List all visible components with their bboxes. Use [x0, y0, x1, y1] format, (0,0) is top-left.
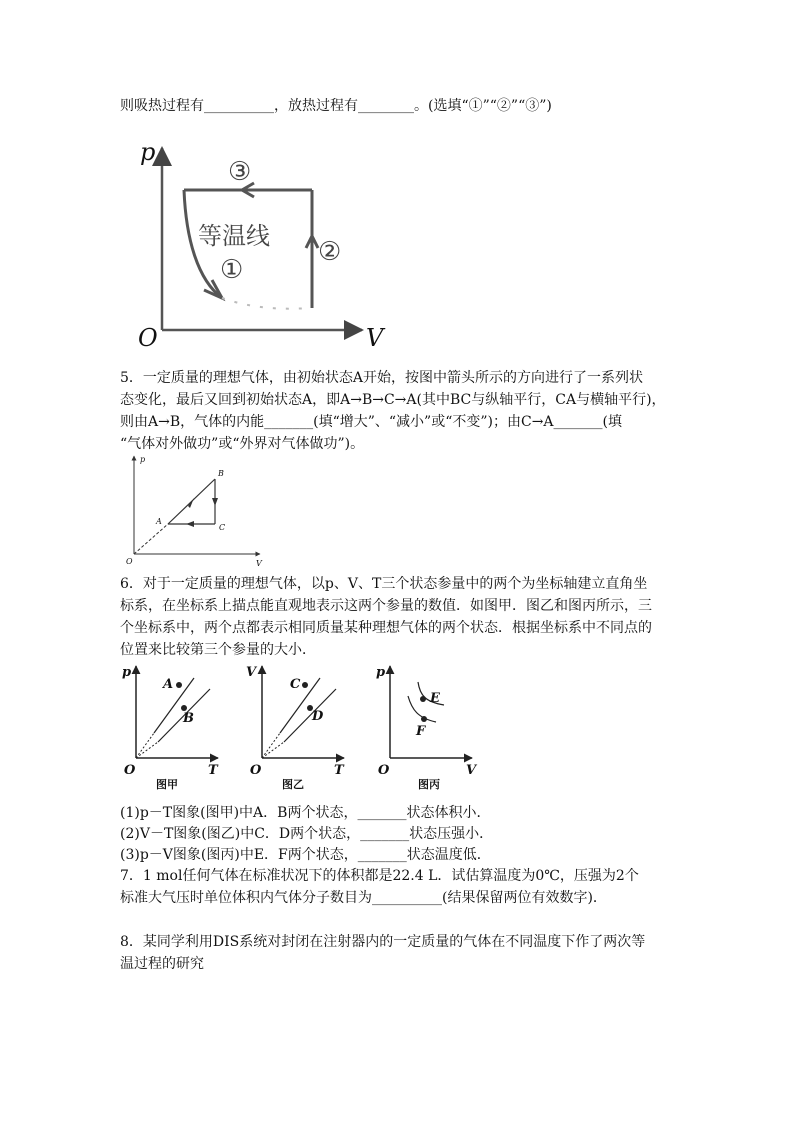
figure-6a-pt — [116, 660, 226, 795]
q6-sub-2: (2)V－T图象(图乙)中C．D两个状态，_______状态压强小． — [120, 826, 494, 842]
fig5-arrow-b-c — [212, 498, 218, 506]
fig5-label-o: O — [126, 557, 133, 566]
figure-6c-pv — [370, 660, 480, 795]
fig5-arrow-c-a — [186, 521, 194, 527]
fig6a-label-o: O — [124, 763, 136, 778]
q6-sub-1: (1)p－T图象(图甲)中A．B两个状态，_______状态体积小． — [120, 805, 491, 821]
fig4-label-o: O — [138, 324, 158, 352]
figure-6b-vt — [242, 660, 352, 795]
fig4-marker-2: ② — [318, 237, 342, 267]
fig6b-point-c — [302, 682, 308, 688]
q6-text-line-1: 6．对于一定质量的理想气体，以p、V、T三个状态参量中的两个为坐标轴建立直角坐 — [120, 576, 648, 592]
fig6a-point-a — [176, 682, 182, 688]
fig5-dashed-extension — [134, 524, 168, 554]
fig6b-label-t: T — [334, 763, 344, 778]
fig6c-point-e — [420, 696, 426, 702]
q5-text-line-3: 则由A→B，气体的内能_______(填“增大”、“减小”或“不变”)；由C→A_______(填 — [120, 414, 623, 430]
fig6c-label-e: E — [430, 691, 440, 706]
fig6c-label-o: O — [378, 763, 390, 778]
fig4-label-v: V — [366, 324, 384, 352]
q6-text-line-4: 位置来比较第三个参量的大小． — [120, 642, 316, 658]
q5-text-line-4: “气体对外做功”或“外界对气体做功”)。 — [120, 436, 365, 452]
fig6b-dashed-2 — [262, 742, 284, 758]
fig4-label-isotherm: 等温线 — [198, 222, 270, 250]
fig5-label-p: p — [140, 455, 146, 464]
q8-text-line-2: 温过程的研究 — [120, 956, 204, 972]
q6-text-line-3: 个坐标系中，两个点都表示相同质量某种理想气体的两个状态．根据坐标系中不同点的 — [120, 620, 652, 636]
fig4-marker-1: ① — [220, 255, 244, 285]
fig6a-dashed-1 — [136, 733, 154, 758]
figure-5-cycle — [124, 452, 274, 570]
fig6a-label-t: T — [208, 763, 218, 778]
fig6a-caption: 图甲 — [156, 778, 178, 791]
fig5-arrow-a-b — [188, 498, 194, 508]
fig4-marker-3: ③ — [228, 157, 252, 187]
fig6c-caption: 图丙 — [418, 778, 440, 791]
fig5-label-v: V — [256, 559, 262, 568]
q6-sub-3: (3)p－V图象(图丙)中E．F两个状态，_______状态温度低． — [120, 847, 491, 863]
figure-4-pv-cycle — [130, 140, 390, 350]
fig5-label-a: A — [156, 517, 162, 526]
fig6c-point-f — [421, 716, 427, 722]
fig6b-caption: 图乙 — [282, 778, 304, 791]
fig6c-label-v: V — [466, 763, 477, 778]
q7-text-line-1: 7．1 mol任何气体在标准状况下的体积都是22.4 L．试估算温度为0℃，压强为2个 — [120, 868, 639, 884]
fig6a-label-b: B — [183, 711, 194, 726]
fig5-label-c: C — [219, 523, 226, 532]
fig6b-dashed-1 — [262, 733, 280, 758]
fig4-label-p: p — [140, 138, 156, 166]
fig6b-label-d: D — [312, 709, 324, 724]
fig6a-label-a: A — [163, 677, 174, 692]
q5-text-line-1: 5．一定质量的理想气体，由初始状态A开始，按图中箭头所示的方向进行了一系列状 — [120, 370, 644, 386]
q7-text-line-2: 标准大气压时单位体积内气体分子数目为__________(结果保留两位有效数字)． — [120, 890, 607, 906]
q8-text-line-1: 8．某同学利用DIS系统对封闭在注射器内的一定质量的气体在不同温度下作了两次等 — [120, 934, 646, 950]
fig6c-label-p: p — [376, 665, 386, 680]
fig6a-label-p: p — [122, 665, 132, 680]
fig6b-label-v: V — [246, 665, 257, 680]
fig6c-label-f: F — [416, 724, 426, 739]
fig6b-label-c: C — [290, 677, 301, 692]
fig6a-dashed-2 — [136, 742, 158, 758]
fig6b-isobar-2 — [284, 689, 336, 742]
fig4-curve-tail — [222, 298, 310, 309]
q5-text-line-2: 态变化，最后又回到初始状态A，即A→B→C→A(其中BC与纵轴平行，CA与横轴平行)， — [120, 392, 666, 408]
q6-text-line-2: 标系，在坐标系上描点能直观地表示这两个参量的数值．如图甲．图乙和图丙所示，三 — [120, 598, 652, 614]
fig6b-label-o: O — [250, 763, 262, 778]
q4-text-line-1: 则吸热过程有__________，放热过程有________。(选填“①”“②”“③”) — [120, 98, 552, 114]
fig5-label-b: B — [218, 469, 224, 478]
